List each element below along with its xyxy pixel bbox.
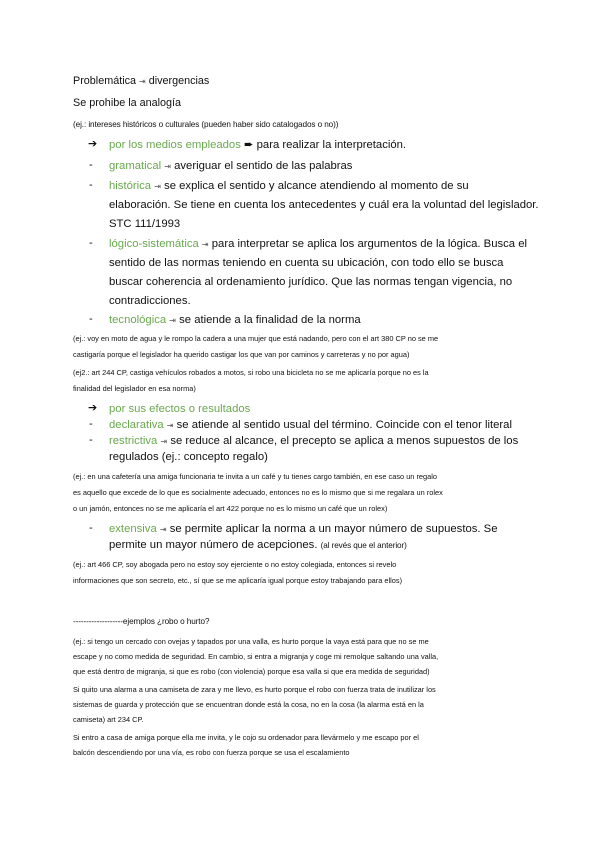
bullet-dash: - <box>89 522 93 534</box>
arrow-icon: ⇥ <box>160 437 168 446</box>
item-label: restrictiva <box>109 435 158 447</box>
item-text: se explica el sentido y alcance atendiendo al momento de su <box>164 180 469 192</box>
item-label: tecnológica <box>109 314 167 326</box>
section1-text: para realizar la interpretación. <box>256 139 407 151</box>
arrow-icon: ⇥ <box>166 421 174 430</box>
example-note: finalidad del legislador en esa norma) <box>73 384 196 393</box>
arrow-marker-icon: ➔ <box>88 402 98 414</box>
item-text: para interpretar se aplica los argumentos de la lógica. Busca el <box>211 238 527 250</box>
list-item-logico-sistematica <box>109 237 527 251</box>
example-paragraph: que está dentro de migranja, si que es robo (con violencia) porque esa valla si que era medida de seguridad) <box>73 667 430 676</box>
example-paragraph: camiseta) art 234 CP. <box>73 715 144 724</box>
list-item-historica <box>109 179 469 193</box>
item-text: elaboración. Se tiene en cuenta los antecedentes y cuál era la voluntad del legislador. <box>109 199 539 211</box>
list-item-gramatical <box>109 159 352 173</box>
bullet-dash: - <box>89 159 93 171</box>
item-label: declarativa <box>109 419 164 431</box>
bullet-dash: - <box>89 418 93 430</box>
item-label: gramatical <box>109 160 162 172</box>
example-paragraph: escape y no como medida de seguridad. En cambio, si entra a migranja y coge mi remolque saltando una valla, <box>73 652 439 661</box>
item-label: lógico-sistemática <box>109 238 199 250</box>
list-item-extensiva <box>109 522 498 536</box>
arrow-icon: ⇥ <box>139 77 146 86</box>
example-note: informaciones que son secreto, etc., sí que se me aplicaría igual porque estoy trabajando para ellos) <box>73 576 403 585</box>
arrow-icon: ⇥ <box>164 162 171 171</box>
right-arrow-icon: ➨ <box>244 139 254 151</box>
bullet-dash: - <box>89 179 93 191</box>
arrow-icon: ⇥ <box>169 316 176 325</box>
section1-line <box>109 138 406 152</box>
heading-topic: divergencias <box>148 75 210 87</box>
example-note: o un jamón, entonces no se me aplicaría el art 422 porque no es lo mismo un café que un rolex) <box>73 504 388 513</box>
list-item-tecnologica <box>109 313 361 327</box>
arrow-icon: ⇥ <box>159 525 167 534</box>
item-text: se reduce al alcance, el precepto se aplica a menos supuestos de los <box>170 435 519 447</box>
example-paragraph: Si quito una alarma a una camiseta de zara y me llevo, es hurto porque el robo con fuerza trata de inutilizar los <box>73 685 436 694</box>
list-item-restrictiva <box>109 434 518 448</box>
bullet-dash: - <box>89 313 93 325</box>
item-text: averiguar el sentido de las palabras <box>174 160 353 172</box>
example-intro: (ej.: intereses históricos o culturales (pueden haber sido catalogados o no)) <box>73 120 339 129</box>
item-aside: (al revés que el anterior) <box>320 541 407 550</box>
example-paragraph: balcón descendiendo por una vía, es robo con fuerza porque se usa el escalamiento <box>73 748 350 757</box>
section2-label: por sus efectos o resultados <box>109 403 251 415</box>
examples-divider: -------------------ejemplos ¿robo o hurto? <box>73 617 210 626</box>
item-text: STC 111/1993 <box>109 218 181 230</box>
example-note: (ej.: voy en moto de agua y le rompo la cadera a una mujer que está nadando, pero con el art 380 CP no se me <box>73 334 439 343</box>
example-paragraph: (ej.: si tengo un cercado con ovejas y tapados por una valla, es hurto porque la vaya está para que no se me <box>73 637 429 646</box>
example-paragraph: Si entro a casa de amiga porque ella me invita, y le cojo su ordenador para llevármelo y me escapo por el <box>73 733 419 742</box>
item-text: sentido de las normas teniendo en cuenta su ubicación, con todo ello se busca <box>109 257 504 269</box>
example-note: (ej.: en una cafetería una amiga funcionaria te invita a un café y tu tienes cargo también, en ese caso un regalo <box>73 472 438 481</box>
bullet-dash: - <box>89 237 93 249</box>
example-note: (ej.: art 466 CP, soy abogada pero no estoy soy ejerciente o no estoy colegiada, entonces si revelo <box>73 560 397 569</box>
item-text-with-aside <box>109 538 407 552</box>
arrow-icon: ⇥ <box>154 182 161 191</box>
item-text: se permite aplicar la norma a un mayor número de supuestos. Se <box>169 523 498 535</box>
list-item-declarativa <box>109 418 512 432</box>
heading <box>73 75 209 88</box>
example-paragraph: sistemas de guarda y protección que se encuentran donde está la cosa, no en la cosa (la alarma está en la <box>73 700 424 709</box>
item-text: se atiende a la finalidad de la norma <box>179 314 361 326</box>
item-text: buscar coherencia al ordenamiento jurídico. Que las normas tengan vigencia, no <box>109 276 513 288</box>
subheading: Se prohibe la analogía <box>73 97 182 109</box>
section1-label: por los medios empleados <box>109 139 241 151</box>
arrow-icon: ⇥ <box>201 240 209 249</box>
heading-title: Problemática <box>73 75 137 87</box>
bullet-dash: - <box>89 434 93 446</box>
item-text: contradicciones. <box>109 295 191 307</box>
item-text: se atiende al sentido usual del término. Coincide con el tenor literal <box>176 419 512 431</box>
item-label: extensiva <box>109 523 157 535</box>
item-label: histórica <box>109 180 152 192</box>
example-note: es aquello que excede de lo que es socialmente adecuado, entonces no es lo mismo que si me regalara un rolex <box>73 488 443 497</box>
example-note: castigaría porque el legislador ha querido castigar los que van por caminos y carreteras y no por agua) <box>73 350 410 359</box>
arrow-marker-icon: ➔ <box>88 138 98 150</box>
item-text: permite un mayor número de acepciones. <box>109 539 318 551</box>
example-note: (ej2.: art 244 CP, castiga vehículos robados a motos, si robo una bicicleta no se me aplicaría porque no es la <box>73 368 429 377</box>
item-text: regulados (ej.: concepto regalo) <box>109 451 268 463</box>
